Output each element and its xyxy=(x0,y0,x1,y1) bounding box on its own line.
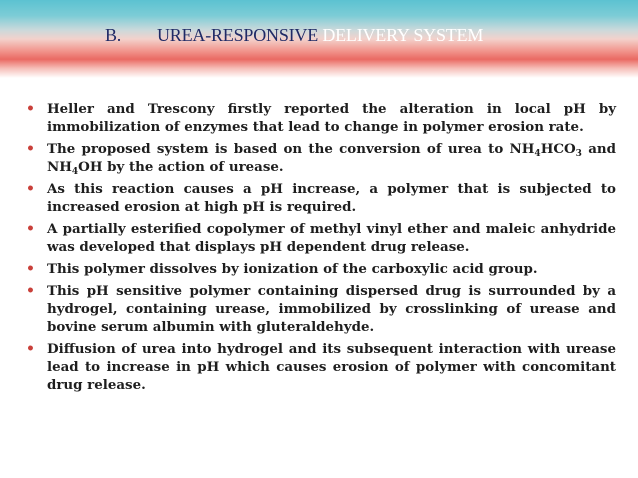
bullet-list xyxy=(26,100,616,398)
bullet-item xyxy=(26,140,616,176)
bullet-icon: • xyxy=(26,141,35,157)
title-part-light: DELIVERY SYSTEM xyxy=(318,25,484,45)
slide-title xyxy=(105,22,483,48)
bullet-text: As this reaction causes a pH increase, a polymer that is subjected to increased erosion at high pH is required. xyxy=(47,181,616,215)
bullet-icon: • xyxy=(26,261,35,277)
bullet-text: OH by the action of urease. xyxy=(78,159,284,175)
bullet-item xyxy=(26,340,616,394)
bullet-icon: • xyxy=(26,341,35,357)
bullet-icon: • xyxy=(26,283,35,299)
title-part-dark: UREA-RESPONSIVE xyxy=(157,25,319,45)
bullet-text: and NH xyxy=(47,141,616,175)
bullet-text: This pH sensitive polymer containing dispersed drug is surrounded by a hydrogel, containing urease, immobilized by crosslinking of urease and bovine serum albumin with gluteraldehyde. xyxy=(47,283,616,335)
bullet-item xyxy=(26,220,616,256)
bullet-text: This polymer dissolves by ionization of the carboxylic acid group. xyxy=(47,261,538,277)
subscript: 3 xyxy=(575,149,582,159)
bullet-text: HCO xyxy=(540,141,576,157)
title-number: B. xyxy=(105,25,122,45)
bullet-text: A partially esterified copolymer of methyl vinyl ether and maleic anhydride was developed that displays pH dependent drug release. xyxy=(47,221,616,255)
subscript: 4 xyxy=(71,167,79,177)
bullet-icon: • xyxy=(26,221,35,237)
bullet-text: Heller and Trescony firstly reported the alteration in local pH by immobilization of enzymes that lead to change in polymer erosion rate. xyxy=(47,101,616,135)
bullet-item xyxy=(26,282,616,336)
bullet-text: The proposed system is based on the conversion of urea to NH xyxy=(47,141,535,157)
bullet-item xyxy=(26,180,616,216)
bullet-item xyxy=(26,100,616,136)
bullet-icon: • xyxy=(26,181,35,197)
bullet-text: Diffusion of urea into hydrogel and its subsequent interaction with urease lead to increase in pH which causes erosion of polymer with concomitant drug release. xyxy=(47,341,616,393)
bullet-item xyxy=(26,260,616,278)
bullet-icon: • xyxy=(26,101,35,117)
subscript: 4 xyxy=(534,149,541,159)
